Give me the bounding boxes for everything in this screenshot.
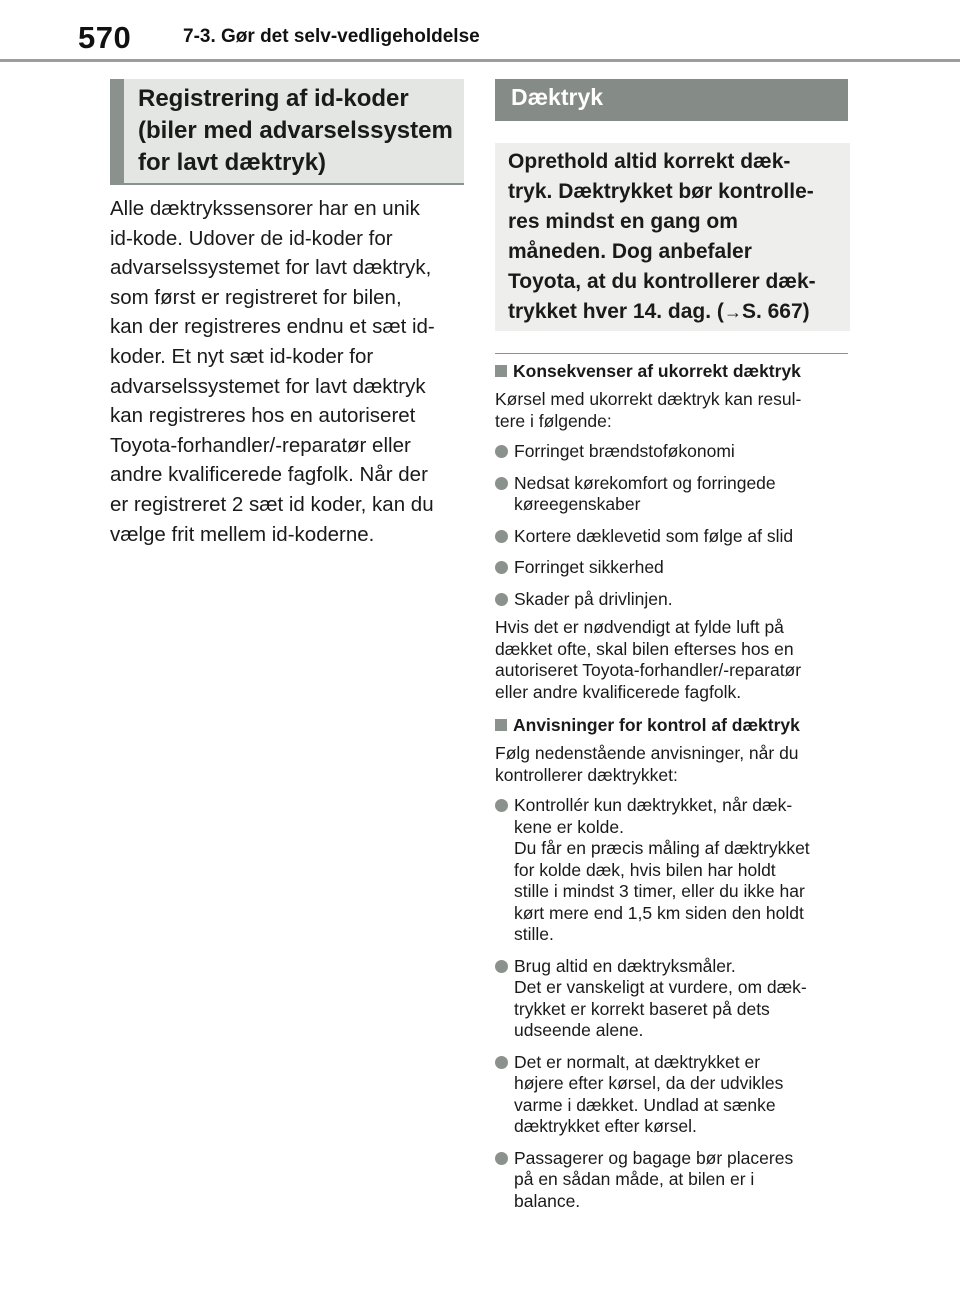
note-line: måneden. Dog anbefaler	[508, 240, 752, 263]
note-line: Oprethold altid korrekt dæk-	[508, 150, 791, 173]
registration-title-line: for lavt dæktryk)	[138, 149, 327, 176]
check-instructions-intro	[495, 743, 850, 786]
para-line: tere i følgende:	[495, 410, 612, 431]
tire-pressure-note-box	[495, 143, 850, 331]
note-line: tryk. Dæktrykket bør kontrolle-	[508, 180, 814, 203]
chapter-title: 7-3. Gør det selv-vedligeholdelse	[183, 26, 480, 47]
bullet-line: køreegenskaber	[514, 494, 641, 514]
circle-bullet-icon	[495, 445, 508, 458]
body-line: kan der registreres endnu et sæt id-	[110, 315, 435, 339]
body-line: som først er registreret for bilen,	[110, 285, 402, 309]
circle-bullet-icon	[495, 1056, 508, 1069]
body-line: koder. Et nyt sæt id-koder for	[110, 344, 374, 368]
circle-bullet-icon	[495, 1152, 508, 1165]
consequences-outro	[495, 617, 850, 703]
list-item	[495, 1052, 850, 1138]
bullet-line: på en sådan måde, at bilen er i	[514, 1169, 755, 1189]
bullet-line: Det er vanskeligt at vurdere, om dæk-	[514, 977, 807, 997]
list-item	[495, 557, 850, 579]
registration-body-text	[110, 194, 460, 549]
note-line-text: trykket hver 14. dag. (	[508, 300, 724, 323]
circle-bullet-icon	[495, 561, 508, 574]
page-reference-link[interactable]: S. 667)	[741, 300, 810, 323]
body-line: Toyota-forhandler/-reparatør eller	[110, 433, 411, 457]
para-line: autoriseret Toyota-forhandler/-reparatør	[495, 660, 802, 680]
registration-title-line: (biler med advarselssystem	[138, 117, 453, 144]
bullet-line: Nedsat kørekomfort og forringede	[514, 472, 776, 493]
bullet-line: Passagerer og bagage bør placeres	[514, 1147, 794, 1168]
bullet-line: balance.	[514, 1190, 581, 1211]
note-line-reference	[508, 297, 850, 327]
circle-bullet-icon	[495, 530, 508, 543]
bullet-line: for kolde dæk, hvis bilen har holdt	[514, 859, 776, 880]
bullet-line: udseende alene.	[514, 1020, 644, 1040]
registration-title-line: Registrering af id-koder	[138, 85, 409, 112]
circle-bullet-icon	[495, 960, 508, 973]
bullet-line: Brug altid en dæktryksmåler.	[514, 955, 736, 976]
para-line: dækket ofte, skal bilen efterses hos en	[495, 638, 794, 659]
list-item	[495, 441, 850, 463]
para-line: Følg nedenstående anvisninger, når du	[495, 743, 799, 763]
section-divider	[495, 353, 848, 354]
arrow-right-icon: →	[723, 302, 742, 322]
list-item	[495, 473, 850, 516]
body-line: andre kvalificerede fagfolk. Når der	[110, 463, 428, 487]
bullet-line: dæktrykket efter kørsel.	[514, 1116, 697, 1136]
bullet-line: kørt mere end 1,5 km siden den holdt	[514, 902, 804, 923]
list-item	[495, 795, 850, 946]
body-line: vælge frit mellem id-koderne.	[110, 522, 375, 546]
bullet-line: Du får en præcis måling af dæktrykket	[514, 838, 810, 858]
bullet-line: Det er normalt, at dæktrykket er	[514, 1051, 761, 1072]
square-bullet-icon	[495, 365, 507, 377]
consequences-heading	[495, 360, 850, 382]
header-divider	[0, 59, 960, 62]
page-number: 570	[78, 20, 132, 55]
bullet-line: Forringet brændstoføkonomi	[514, 441, 735, 461]
circle-bullet-icon	[495, 593, 508, 606]
body-line: id-kode. Udover de id-koder for	[110, 226, 393, 250]
note-line: res mindst en gang om	[508, 210, 738, 233]
list-item	[495, 1148, 850, 1213]
bullet-line: Kortere dæklevetid som følge af slid	[514, 525, 794, 546]
body-line: advarselssystemet for lavt dæktryk,	[110, 256, 432, 280]
body-line: advarselssystemet for lavt dæktryk	[110, 374, 426, 398]
list-item	[495, 589, 850, 611]
heading-text: Anvisninger for kontrol af dæktryk	[513, 715, 800, 735]
note-line: Toyota, at du kontrollerer dæk-	[508, 270, 816, 293]
bullet-line: stille.	[514, 924, 554, 944]
bullet-line: Forringet sikkerhed	[514, 557, 664, 577]
para-line: Hvis det er nødvendigt at fylde luft på	[495, 617, 784, 637]
check-instructions-section	[495, 714, 850, 1212]
bullet-line: højere efter kørsel, da der udvikles	[514, 1073, 784, 1093]
consequences-section	[495, 360, 850, 703]
bullet-line: stille i mindst 3 timer, eller du ikke har	[514, 881, 805, 901]
circle-bullet-icon	[495, 799, 508, 812]
heading-text: Konsekvenser af ukorrekt dæktryk	[513, 361, 801, 381]
registration-heading-box	[110, 79, 464, 185]
bullet-line: varme i dækket. Undlad at sænke	[514, 1094, 776, 1115]
para-line: eller andre kvalificerede fagfolk.	[495, 681, 742, 702]
bullet-line: trykket er korrekt baseret på dets	[514, 998, 770, 1019]
body-line: kan registreres hos en autoriseret	[110, 404, 416, 428]
check-instructions-heading	[495, 714, 850, 736]
circle-bullet-icon	[495, 477, 508, 490]
para-line: kontrollerer dæktrykket:	[495, 764, 678, 785]
bullet-line: Kontrollér kun dæktrykket, når dæk-	[514, 795, 793, 815]
list-item	[495, 956, 850, 1042]
bullet-line: Skader på drivlinjen.	[514, 588, 673, 609]
body-line: er registreret 2 sæt id koder, kan du	[110, 492, 434, 516]
tire-pressure-header: Dæktryk	[495, 79, 848, 121]
square-bullet-icon	[495, 719, 507, 731]
para-line: Kørsel med ukorrekt dæktryk kan resul-	[495, 389, 802, 409]
list-item	[495, 526, 850, 548]
bullet-line: kene er kolde.	[514, 816, 624, 837]
consequences-intro	[495, 389, 850, 432]
body-line: Alle dæktrykssensorer har en unik	[110, 197, 420, 220]
